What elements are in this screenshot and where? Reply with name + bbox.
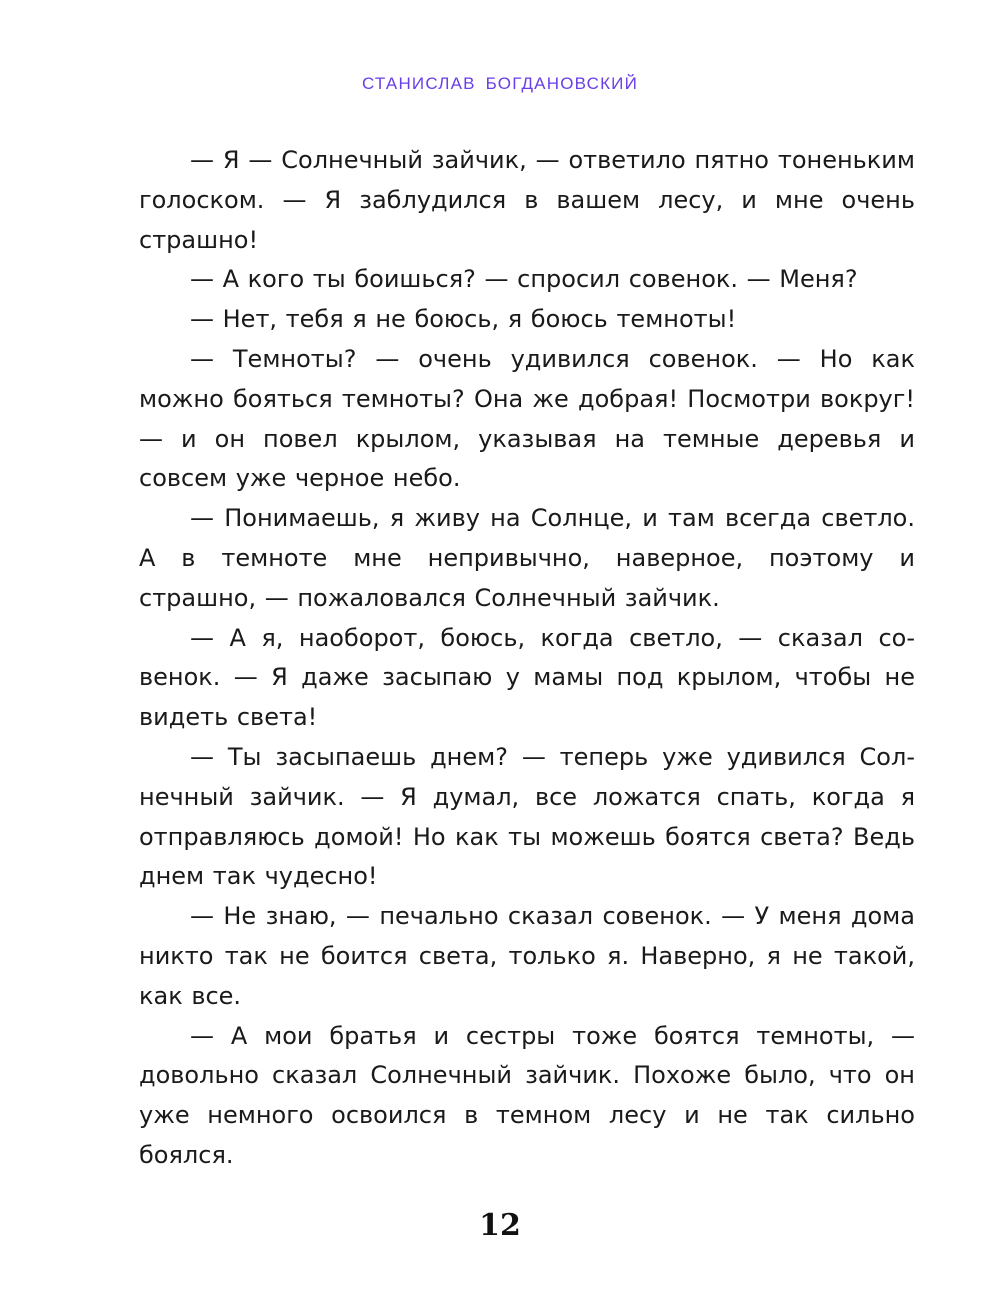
paragraph: — А мои братья и сестры тоже боятся темноты, — довольно сказал Солнечный зайчик. Похоже было, что он уже немного освоился в темном лесу и не так сильно боялся. (139, 1021, 915, 1169)
running-head-author: СТАНИСЛАВ БОГДАНОВСКИЙ (361, 74, 639, 93)
paragraph: — Понимаешь, я живу на Солнце, и там всегда светло. А в темноте мне непривычно, наверное, поэтому и страшно, — пожаловался Солнечный зайчик. (139, 504, 915, 612)
paragraph: — Ты засыпаешь днем? — теперь уже удивился Солнечный зайчик. — Я думал, все ложатся спать, когда я отправляюсь домой! Но как ты можешь боятся света? Ведь днем так чудесно! (139, 742, 915, 891)
paragraph: — Не знаю, — печально сказал совенок. — У меня дома никто так не боится света, только я. Наверно, я не такой, как все. (139, 902, 915, 1010)
paragraph: — А кого ты боишься? — спросил совенок. — Меня? (190, 265, 858, 294)
paragraph: — Нет, тебя я не боюсь, я боюсь темноты! (190, 305, 737, 334)
paragraph: — А я, наоборот, боюсь, когда светло, — сказал совенок. — Я даже засыпаю у мамы под крылом, чтобы не видеть света! (139, 623, 915, 732)
paragraph: — Темноты? — очень удивился совенок. — Но как можно бояться темноты? Она же добрая! Посмотри вокруг! — и он повел крылом, указывая на темные деревья и совсем уже черное небо. (139, 344, 915, 493)
paragraph: — Я — Солнечный зайчик, — ответило пятно тоненьким голоском. — Я заблудился в вашем лесу, и мне очень страшно! (139, 146, 915, 254)
story-text (139, 141, 915, 1176)
page-number: 12 (479, 1208, 521, 1243)
